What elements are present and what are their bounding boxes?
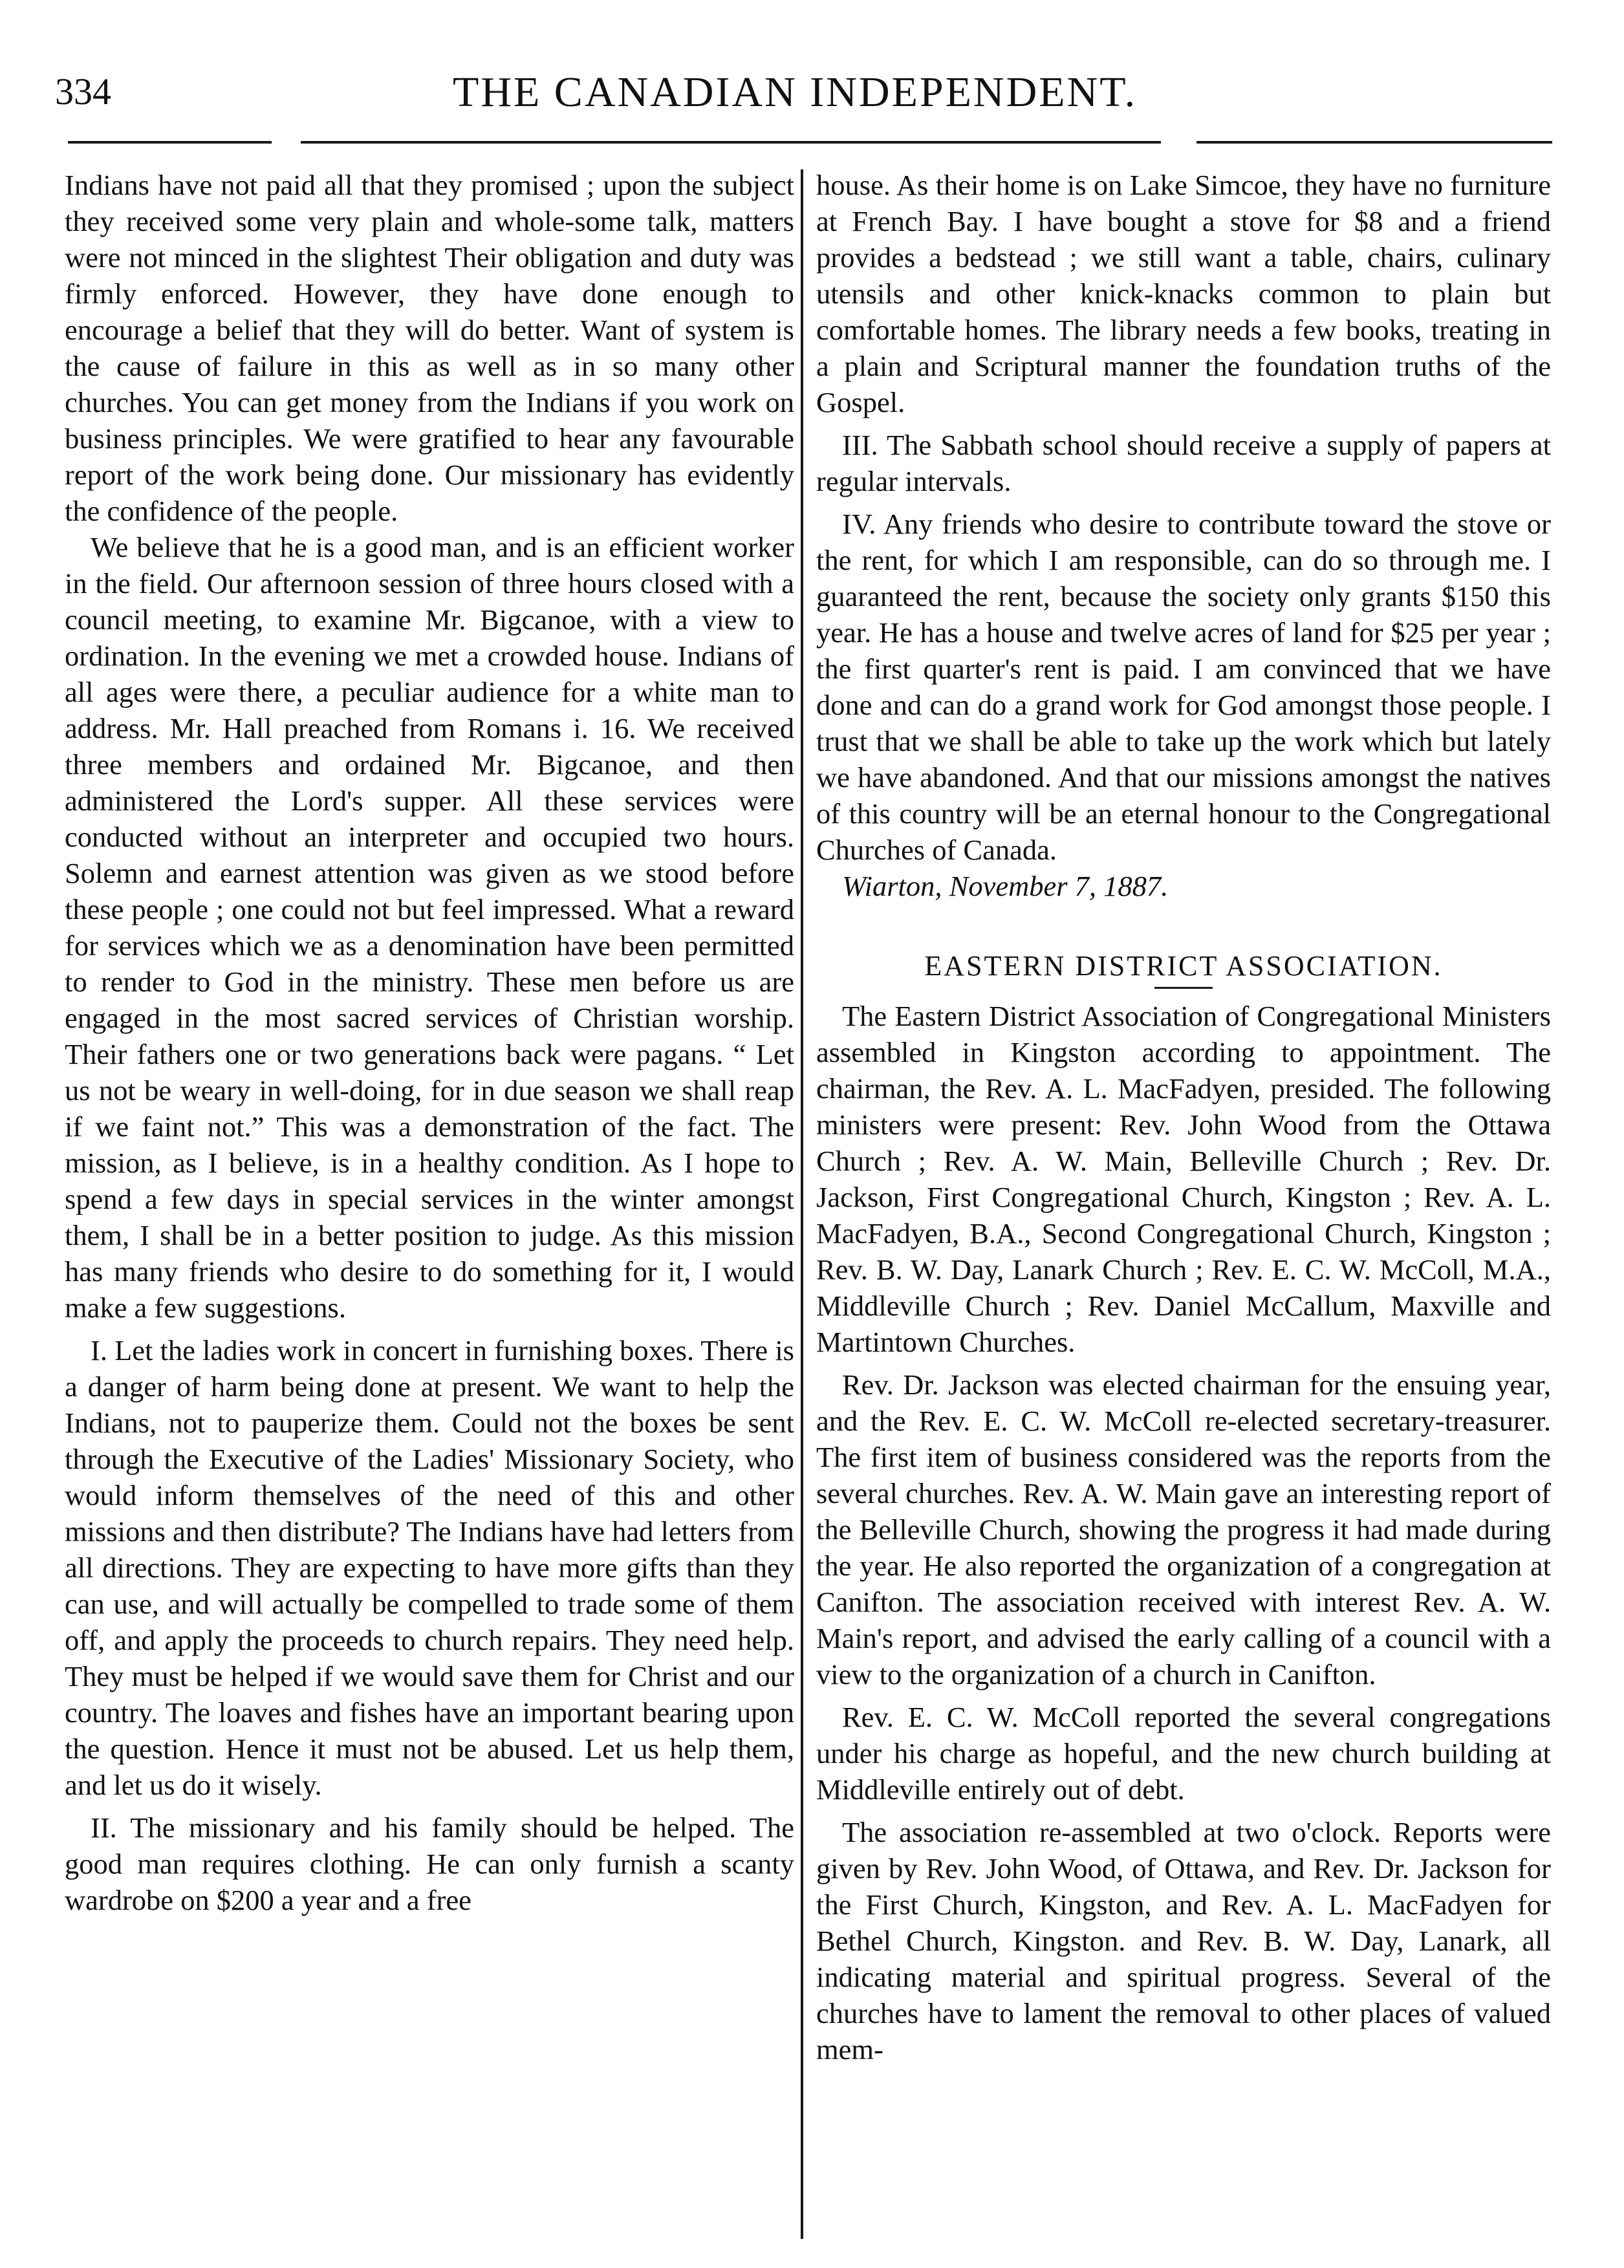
page-number: 334	[55, 70, 111, 113]
paragraph: IV. Any friends who desire to contribute toward the stove or the rent, for which I am responsible, can do so through me. I guaranteed the rent, because the society only grants $150 this year. He has a house and twelve acres of land for $25 per year ; the first quarter's rent is paid. I am convinced that we have done and can do a grand work for God amongst those people. I trust that we shall be able to take up the work which but lately we have abandoned. And that our missions amongst the natives of this country will be an eternal honour to the Congregational Churches of Canada.	[816, 508, 1551, 866]
paragraph: The association re-assembled at two o'clock. Reports were given by Rev. John Wood, of Ottawa, and Rev. Dr. Jackson for the First Church, Kingston, and Rev. A. L. MacFadyen for Bethel Church, Kingston. and Rev. B. W. Day, Lanark, all indicating material and spiritual progress. Several of the churches have to lament the removal to other places of valued mem-	[816, 1816, 1551, 2066]
header-rule	[68, 141, 272, 144]
running-title: THE CANADIAN INDEPENDENT.	[453, 69, 1138, 116]
paragraph: II. The missionary and his family should be helped. The good man requires clothing. He can only furnish a scanty wardrobe on $200 a year and a free	[65, 1811, 794, 1916]
section-heading: EASTERN DISTRICT ASSOCIATION.	[924, 950, 1443, 982]
column-divider	[801, 169, 803, 2239]
paragraph: We believe that he is a good man, and is an efficient worker in the field. Our afternoon session of three hours closed with a council meeting, to examine Mr. Bigcanoe, with a view to ordination. In the evening we met a crowded house. Indians of all ages were there, a peculiar audience for a white man to address. Mr. Hall preached from Romans i. 16. We received three members and ordained Mr. Bigcanoe, and then administered the Lord's supper. All these services were conducted without an interpreter and occupied two hours. Solemn and earnest attention was given as we stood before these people ; one could not but feel impressed. What a reward for services which we as a denomination have been permitted to render to God in the ministry. These men before us are engaged in the most sacred services of Christian worship. Their fathers one or two generations back were pagans. “ Let us not be weary in well-doing, for in due season we shall reap if we faint not.” This was a demonstration of the fact. The mission, as I believe, is in a healthy condition. As I hope to spend a few days in special services in the winter amongst them, I shall be in a better position to judge. As this mission has many friends who desire to do something for it, I would make a few suggestions.	[65, 531, 794, 1324]
paragraph: III. The Sabbath school should receive a supply of papers at regular intervals.	[816, 429, 1551, 497]
paragraph: Rev. E. C. W. McColl reported the several congregations under his charge as hopeful, and the new church building at Middleville entirely out of debt.	[816, 1701, 1551, 1806]
left-column	[65, 167, 794, 1918]
right-column	[816, 167, 1551, 2068]
header-rule	[301, 141, 1161, 144]
paragraph: Indians have not paid all that they promised ; upon the subject they received some very plain and whole-some talk, matters were not minced in the slightest Their obligation and duty was firmly enforced. However, they have done enough to encourage a belief that they will do better. Want of system is the cause of failure in this as well as in so many other churches. You can get money from the Indians if you work on business principles. We were gratified to hear any favourable report of the work being done. Our missionary has evidently the confidence of the people.	[65, 169, 794, 527]
dateline-signature: Wiarton, November 7, 1887.	[842, 870, 1169, 902]
paragraph: I. Let the ladies work in concert in furnishing boxes. There is a danger of harm being done at present. We want to help the Indians, not to pauperize them. Could not the boxes be sent through the Executive of the Ladies' Missionary Society, who would inform themselves of the need of this and other missions and then distribute? The Indians have had letters from all directions. They are expecting to have more gifts than they can use, and will actually be compelled to trade some of them off, and apply the proceeds to church repairs. They need help. They must be helped if we would save them for Christ and our country. The loaves and fishes have an important bearing upon the question. Hence it must not be abused. Let us help them, and let us do it wisely.	[65, 1334, 794, 1801]
paragraph: Rev. Dr. Jackson was elected chairman for the ensuing year, and the Rev. E. C. W. McColl re-elected secretary-treasurer. The first item of business considered was the reports from the several churches. Rev. A. W. Main gave an interesting report of the Belleville Church, showing the progress it had made during the year. He also reported the organization of a congregation at Canifton. The association received with interest Rev. A. W. Main's report, and advised the early calling of a council with a view to the organization of a church in Canifton.	[816, 1368, 1551, 1690]
heading-rule	[1154, 987, 1213, 989]
paragraph: The Eastern District Association of Congregational Ministers assembled in Kingston according to appointment. The chairman, the Rev. A. L. MacFadyen, presided. The following ministers were present: Rev. John Wood from the Ottawa Church ; Rev. A. W. Main, Belleville Church ; Rev. Dr. Jackson, First Congregational Church, Kingston ; Rev. A. L. MacFadyen, B.A., Second Congregational Church, Kingston ; Rev. B. W. Day, Lanark Church ; Rev. E. C. W. McColl, M.A., Middleville Church ; Rev. Daniel McCallum, Maxville and Martintown Churches.	[816, 1000, 1551, 1358]
header-rule	[1196, 141, 1552, 144]
paragraph: house. As their home is on Lake Simcoe, they have no furniture at French Bay. I have bought a stove for $8 and a friend provides a bedstead ; we still want a table, chairs, culinary utensils and other knick-knacks common to plain but comfortable homes. The library needs a few books, treating in a plain and Scriptural manner the foundation truths of the Gospel.	[816, 169, 1551, 418]
